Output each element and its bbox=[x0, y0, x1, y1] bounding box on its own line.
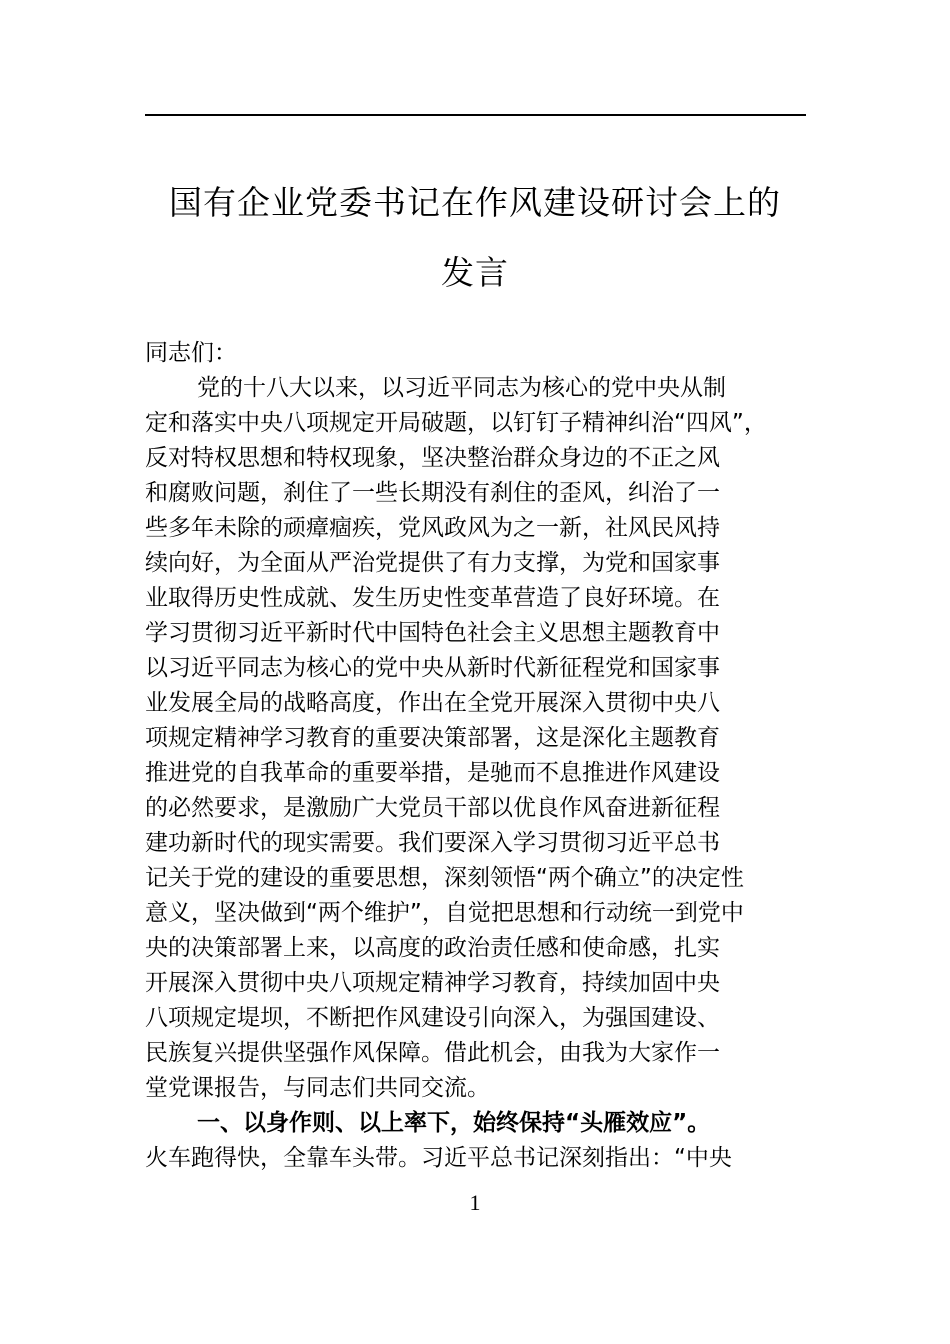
title-line-1: 国有企业党委书记在作风建设研讨会上的 bbox=[169, 183, 781, 222]
paragraph-line: 推进党的自我革命的重要举措，是驰而不息推进作风建设 bbox=[145, 760, 720, 786]
salutation: 同志们： bbox=[145, 340, 237, 366]
paragraph-line: 学习贯彻习近平新时代中国特色社会主义思想主题教育中 bbox=[145, 620, 720, 646]
paragraph-line: 建功新时代的现实需要。我们要深入学习贯彻习近平总书 bbox=[145, 830, 720, 856]
document-title bbox=[130, 168, 820, 308]
paragraph-line: 定和落实中央八项规定开局破题，以钉钉子精神纠治“四风”， bbox=[145, 410, 767, 436]
paragraph-line: 项规定精神学习教育的重要决策部署，这是深化主题教育 bbox=[145, 725, 720, 751]
paragraph-line: 和腐败问题，刹住了一些长期没有刹住的歪风，纠治了一 bbox=[145, 480, 720, 506]
section-heading: 一、以身作则、以上率下，始终保持“头雁效应”。 bbox=[197, 1110, 711, 1136]
paragraph-line: 八项规定堤坝，不断把作风建设引向深入，为强国建设、 bbox=[145, 1005, 720, 1031]
paragraph-line: 开展深入贯彻中央八项规定精神学习教育，持续加固中央 bbox=[145, 970, 720, 996]
paragraph-line: 堂党课报告，与同志们共同交流。 bbox=[145, 1075, 490, 1101]
paragraph-line: 业发展全局的战略高度，作出在全党开展深入贯彻中央八 bbox=[145, 690, 720, 716]
paragraph-line: 业取得历史性成就、发生历史性变革营造了良好环境。在 bbox=[145, 585, 720, 611]
paragraph-line: 以习近平同志为核心的党中央从新时代新征程党和国家事 bbox=[145, 655, 720, 681]
paragraph-line: 反对特权思想和特权现象，坚决整治群众身边的不正之风 bbox=[145, 445, 720, 471]
paragraph-line: 记关于党的建设的重要思想，深刻领悟“两个确立”的决定性 bbox=[145, 865, 744, 891]
paragraph-line: 民族复兴提供坚强作风保障。借此机会，由我为大家作一 bbox=[145, 1040, 720, 1066]
paragraph-line: 些多年未除的顽瘴痼疾，党风政风为之一新，社风民风持 bbox=[145, 515, 720, 541]
paragraph-line: 党的十八大以来，以习近平同志为核心的党中央从制 bbox=[197, 375, 726, 401]
document-body bbox=[145, 336, 815, 1176]
paragraph-line: 意义，坚决做到“两个维护”，自觉把思想和行动统一到党中 bbox=[145, 900, 744, 926]
header-rule bbox=[145, 114, 806, 116]
paragraph-line: 央的决策部署上来，以高度的政治责任感和使命感，扎实 bbox=[145, 935, 720, 961]
title-line-2: 发言 bbox=[441, 253, 509, 292]
page-number: 1 bbox=[469, 1190, 481, 1215]
paragraph-line: 火车跑得快，全靠车头带。习近平总书记深刻指出：“中央 bbox=[145, 1145, 732, 1171]
paragraph-line: 的必然要求，是激励广大党员干部以优良作风奋进新征程 bbox=[145, 795, 720, 821]
paragraph-line: 续向好，为全面从严治党提供了有力支撑，为党和国家事 bbox=[145, 550, 720, 576]
